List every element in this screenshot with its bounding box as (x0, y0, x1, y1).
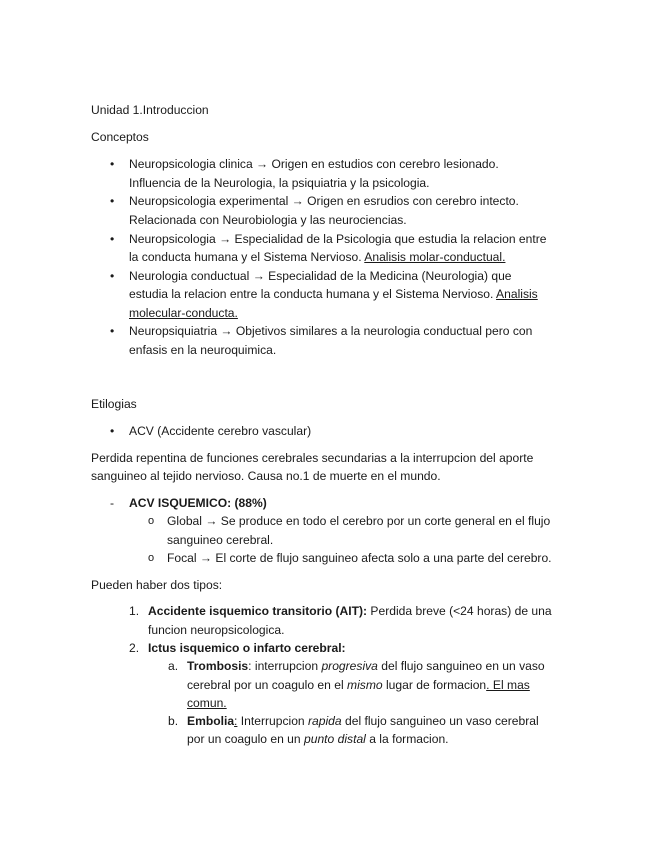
tipo-1-line-2: funcion neuropsicologica. (148, 623, 285, 637)
unit-title: Unidad 1.Introduccion (91, 103, 209, 117)
concept-2-line-1: Neuropsicologia experimental → Origen en esrudios con cerebro intecto. (129, 194, 519, 208)
global-line-2: sanguineo cerebral. (167, 533, 274, 547)
embolia-text-1: Interrupcion (237, 714, 309, 728)
concept-4-line-3 (129, 304, 238, 323)
concept-5-line-2: enfasis en la neuroquimica. (129, 343, 277, 357)
acv-description-line-1: Perdida repentina de funciones cerebrales secundarias a la interrupcion del aporte (91, 451, 534, 465)
concept-4-text: estudia la relacion entre la conducta humana y el Sistema Nervioso. (129, 287, 497, 301)
tipo-1-text: Perdida breve (<24 horas) de una (367, 604, 552, 618)
trombosis-line-1 (187, 657, 545, 676)
concept-3-text: la conducta humana y el Sistema Nervioso. (129, 250, 365, 264)
trombosis-text-4: lugar de formacion (382, 678, 487, 692)
acv-description-line-2: sanguineo al tejido nervioso. Causa no.1 de muerte en el mundo. (91, 469, 441, 483)
bullet-icon: • (110, 232, 115, 246)
etiologias-heading: Etilogias (91, 397, 137, 411)
circle-bullet-icon: o (148, 515, 155, 527)
trombosis-italic: progresiva (321, 659, 378, 673)
focal-line: Focal → El corte de flujo sanguineo afecta solo a una parte del cerebro. (167, 551, 552, 565)
concept-5-line-1: Neuropsiquiatria → Objetivos similares a la neurologia conductual pero con (129, 324, 533, 338)
list-number: 1. (129, 604, 140, 618)
concept-4-line-2 (129, 285, 538, 304)
embolia-italic-2: punto distal (304, 732, 366, 746)
concept-4-analysis: Analisis (496, 287, 538, 301)
bullet-icon: • (110, 194, 115, 208)
bullet-icon: • (110, 424, 115, 438)
acv-isquemico-heading: ACV ISQUEMICO: (88%) (129, 496, 267, 510)
tipos-intro: Pueden haber dos tipos: (91, 578, 223, 592)
trombosis-text-3: cerebral por un coagulo en el (187, 678, 348, 692)
trombosis-underline: . El mas (486, 678, 530, 692)
trombosis-text-1: : interrupcion (248, 659, 322, 673)
embolia-colon: : (234, 714, 238, 728)
embolia-text-4: a la formacion. (365, 732, 449, 746)
tipo-1-title: Accidente isquemico transitorio (AIT): (148, 604, 368, 618)
concept-3-line-2 (129, 248, 505, 267)
embolia-line-2 (187, 730, 449, 749)
concept-4-analysis-cont: molecular-conducta. (129, 306, 238, 320)
embolia-text-3: por un coagulo en un (187, 732, 304, 746)
concept-1-line-2: Influencia de la Neurologia, la psiquiatria y la psicologia. (129, 176, 430, 190)
concept-3-analysis: Analisis molar-conductual. (364, 250, 506, 264)
acv-item: ACV (Accidente cerebro vascular) (129, 424, 312, 438)
concept-2-line-2: Relacionada con Neurobiologia y las neurociencias. (129, 213, 407, 227)
conceptos-heading: Conceptos (91, 130, 149, 144)
global-line-1: Global → Se produce en todo el cerebro por un corte general en el flujo (167, 514, 551, 528)
bullet-icon: • (110, 324, 115, 338)
trombosis-text-2: del flujo sanguineo en un vaso (377, 659, 545, 673)
trombosis-title: Trombosis (187, 659, 249, 673)
concept-1-line-1: Neuropsicologia clinica → Origen en estudios con cerebro lesionado. (129, 157, 499, 171)
list-letter: a. (168, 659, 179, 673)
dash-icon: - (110, 496, 115, 510)
trombosis-underline-2: comun. (187, 696, 227, 710)
embolia-title: Embolia (187, 714, 235, 728)
concept-3-line-1: Neuropsicologia → Especialidad de la Psicologia que estudia la relacion entre (129, 232, 547, 246)
embolia-italic: rapida (308, 714, 342, 728)
trombosis-italic-2: mismo (347, 678, 383, 692)
tipo-1-line-1 (148, 602, 552, 621)
list-letter: b. (168, 714, 179, 728)
tipo-2-title: Ictus isquemico o infarto cerebral: (148, 641, 346, 655)
bullet-icon: • (110, 269, 115, 283)
embolia-text-2: del flujo sanguineo un vaso cerebral (341, 714, 539, 728)
embolia-line-1 (187, 712, 539, 731)
trombosis-line-3 (187, 694, 227, 713)
bullet-icon: • (110, 157, 115, 171)
list-number: 2. (129, 641, 140, 655)
concept-4-line-1: Neurologia conductual → Especialidad de la Medicina (Neurologia) que (129, 269, 512, 283)
circle-bullet-icon: o (148, 552, 155, 564)
tipo-2-line-1 (148, 639, 346, 658)
trombosis-line-2 (187, 676, 530, 695)
